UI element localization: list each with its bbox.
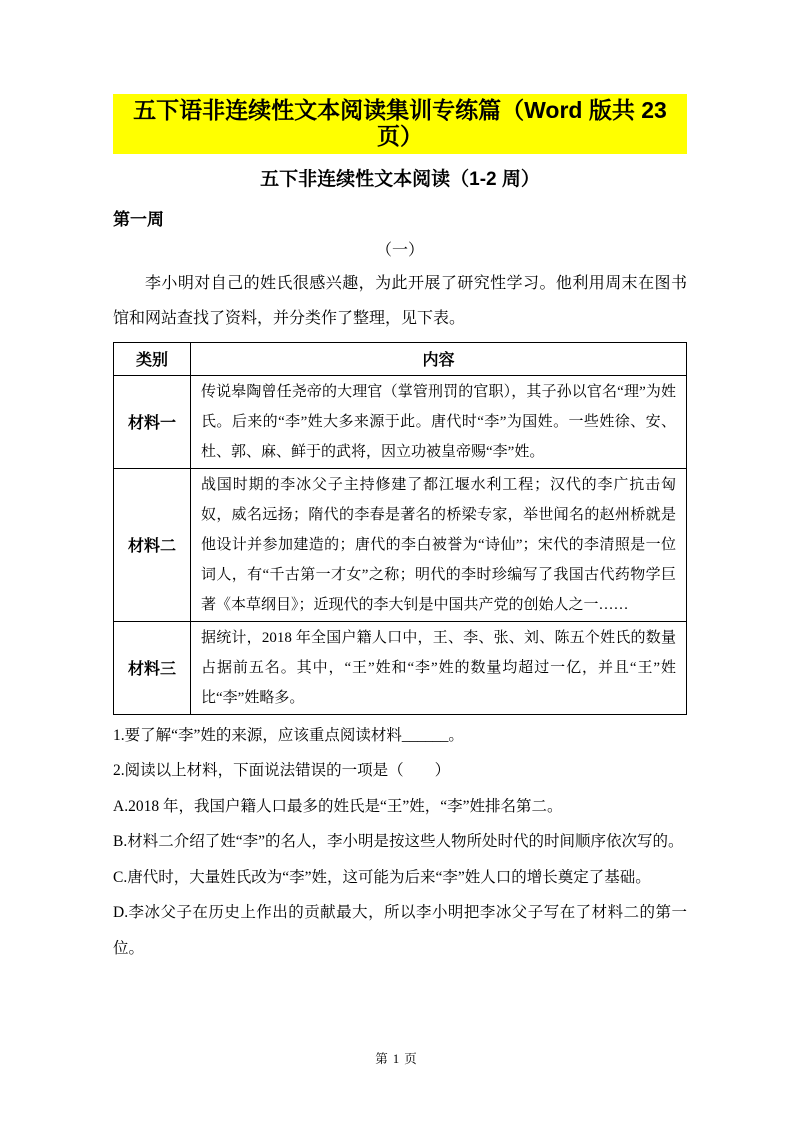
question-2: 2.阅读以上材料，下面说法错误的一项是（ ）	[113, 762, 451, 780]
table-header-category: 类别	[114, 342, 191, 375]
week-heading: 第一周	[113, 209, 164, 229]
option-d: D.李冰父子在历史上作出的贡献最大，所以李小明把李冰父子写在了材料二的第一位。	[113, 904, 687, 957]
materials-table	[113, 342, 687, 715]
title-line	[113, 94, 687, 154]
intro-paragraph: 李小明对自己的姓氏很感兴趣，为此开展了研究性学习。他利用周末在图书馆和网站查找了资料，并分类作了整理，见下表。	[113, 274, 687, 327]
table-header-content: 内容	[191, 342, 687, 375]
material-3-content: 据统计，2018 年全国户籍人口中，王、李、张、刘、陈五个姓氏的数量占据前五名。其中，“王”姓和“李”姓的数量均超过一亿，并且“王”姓比“李”姓略多。	[191, 621, 687, 714]
table-header-row	[114, 342, 687, 375]
page-number-footer: 第 1 页	[375, 1052, 418, 1066]
material-2-content: 战国时期的李冰父子主持修建了都江堰水利工程；汉代的李广抗击匈奴，威名远扬；隋代的李春是著名的桥梁专家，举世闻名的赵州桥就是他设计并参加建造的；唐代的李白被誉为“诗仙”；宋代的李清照是一位词人，有“千古第一才女”之称；明代的李时珍编写了我国古代药物学巨著《本草纲目》；近现代的李大钊是中国共产党的创始人之一……	[191, 468, 687, 621]
page-subtitle: 五下非连续性文本阅读（1-2 周）	[260, 168, 540, 190]
page-title: 五下语非连续性文本阅读集训专练篇（Word 版共 23 页）	[133, 97, 667, 150]
table-row-material-1	[114, 375, 687, 468]
questions-block	[113, 718, 687, 967]
option-c: C.唐代时，大量姓氏改为“李”姓，这可能为后来“李”姓人口的增长奠定了基础。	[113, 868, 651, 886]
title-highlight	[113, 94, 687, 154]
part-label: （一）	[375, 241, 424, 259]
option-b: B.材料二介绍了姓“李”的名人，李小明是按这些人物所处时代的时间顺序依次写的。	[113, 833, 684, 851]
material-3-label: 材料三	[114, 621, 191, 714]
material-2-label: 材料二	[114, 468, 191, 621]
option-a: A.2018 年，我国户籍人口最多的姓氏是“王”姓，“李”姓排名第二。	[113, 797, 563, 815]
material-1-label: 材料一	[114, 375, 191, 468]
table-row-material-2	[114, 468, 687, 621]
material-1-content: 传说皋陶曾任尧帝的大理官（掌管刑罚的官职），其子孙以官名“理”为姓氏。后来的“李”姓大多来源于此。唐代时“李”为国姓。一些姓徐、安、杜、郭、麻、鲜于的武将，因立功被皇帝赐“李”姓。	[191, 375, 687, 468]
question-1: 1.要了解“李”姓的来源，应该重点阅读材料______。	[113, 726, 464, 744]
table-row-material-3	[114, 621, 687, 714]
